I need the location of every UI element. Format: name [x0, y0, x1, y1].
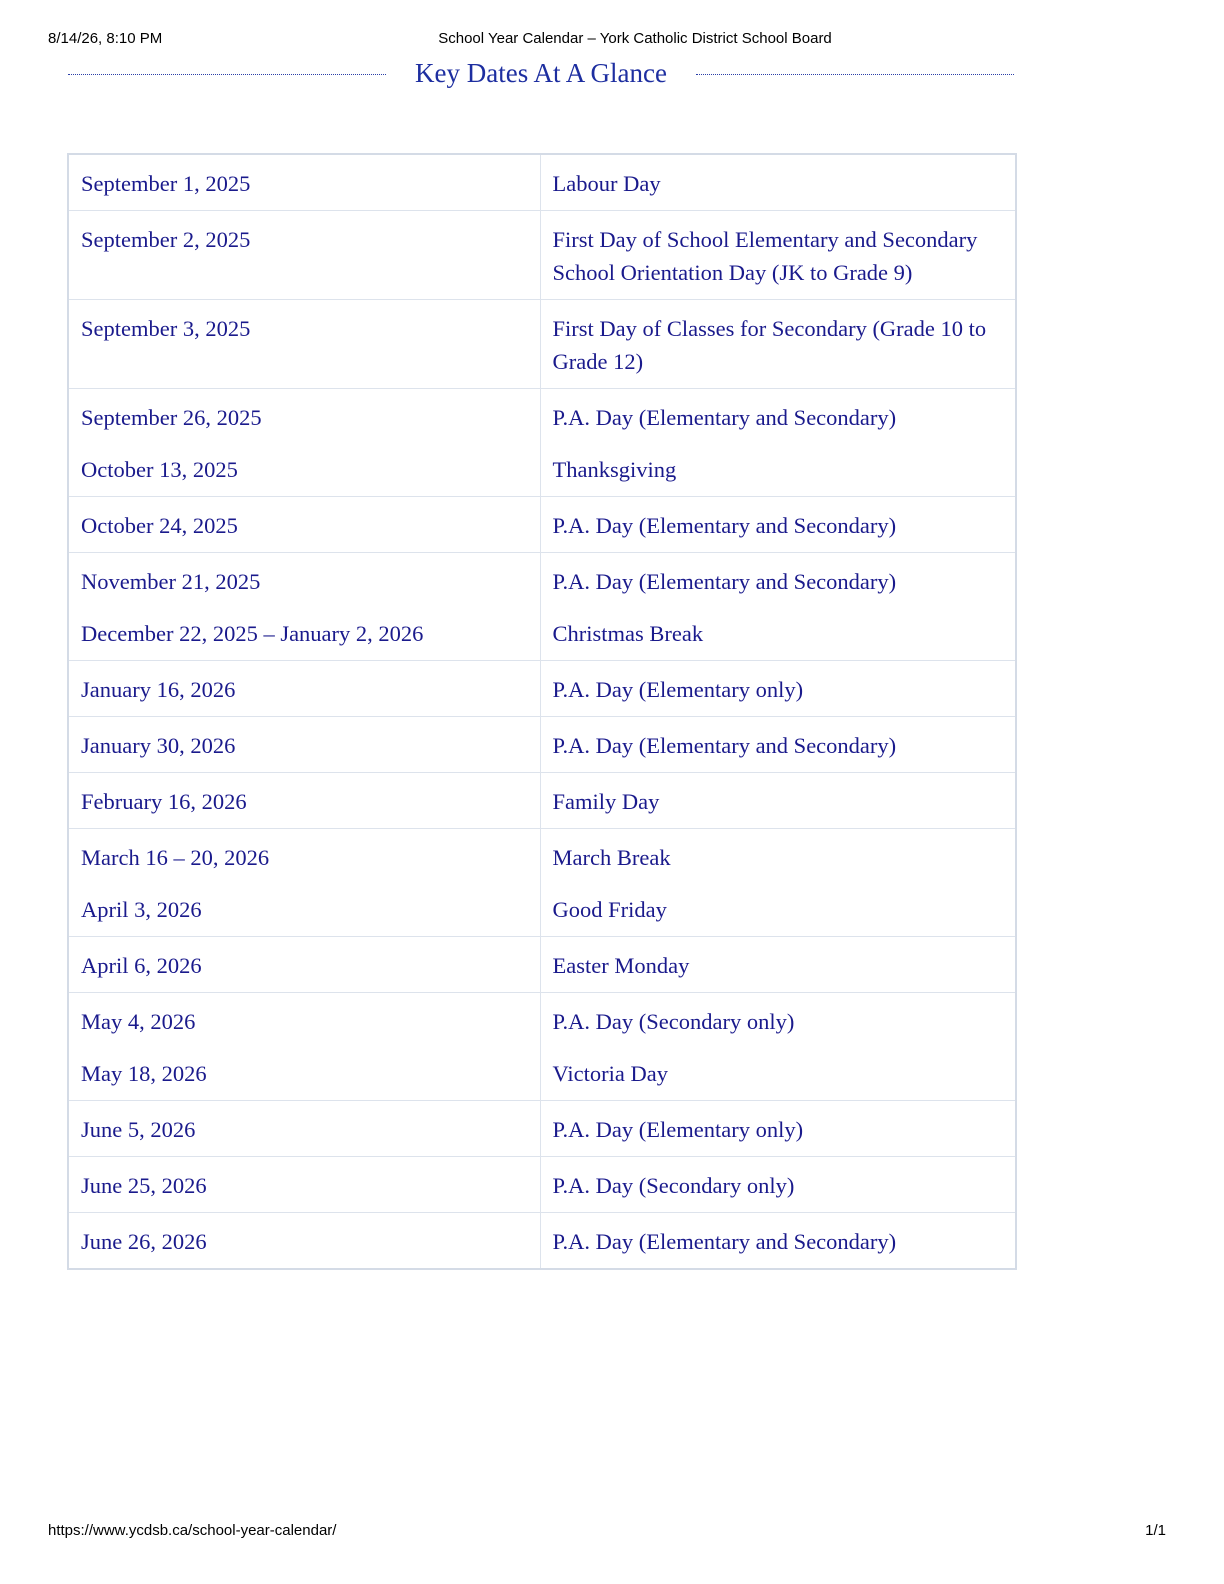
- date-cell: January 30, 2026: [68, 717, 540, 773]
- event-cell: First Day of School Elementary and Secondary School Orientation Day (JK to Grade 9): [540, 211, 1016, 300]
- page-title: Key Dates At A Glance: [415, 58, 667, 88]
- date-cell: October 24, 2025: [68, 497, 540, 553]
- date-cell: June 5, 2026: [68, 1101, 540, 1157]
- print-url: https://www.ycdsb.ca/school-year-calendar/: [48, 1522, 337, 1539]
- table-row: [68, 389, 1016, 445]
- event-cell: Thanksgiving: [540, 444, 1016, 497]
- event-cell: First Day of Classes for Secondary (Grade 10 to Grade 12): [540, 300, 1016, 389]
- table-row: [68, 884, 1016, 937]
- event-cell: Christmas Break: [540, 608, 1016, 661]
- table-row: [68, 937, 1016, 993]
- table-row: [68, 497, 1016, 553]
- date-cell: September 1, 2025: [81, 171, 251, 196]
- title-divider-left: [68, 74, 386, 75]
- event-cell: P.A. Day (Secondary only): [540, 993, 1016, 1049]
- table-row: [68, 553, 1016, 609]
- date-cell: February 16, 2026: [68, 773, 540, 829]
- event-cell: P.A. Day (Elementary and Secondary): [540, 1213, 1016, 1270]
- event-cell: P.A. Day (Elementary and Secondary): [540, 389, 1016, 445]
- date-cell: January 16, 2026: [68, 661, 540, 717]
- table-row: [68, 1157, 1016, 1213]
- date-cell: May 4, 2026: [68, 993, 540, 1049]
- table-row: [68, 993, 1016, 1049]
- event-cell: Labour Day: [540, 154, 1016, 211]
- title-divider-right: [696, 74, 1014, 75]
- event-cell: P.A. Day (Elementary and Secondary): [540, 497, 1016, 553]
- table-row: [68, 661, 1016, 717]
- table-row: [68, 717, 1016, 773]
- event-cell: P.A. Day (Secondary only): [540, 1157, 1016, 1213]
- date-cell: May 18, 2026: [81, 1061, 207, 1086]
- event-cell: Family Day: [540, 773, 1016, 829]
- event-cell: March Break: [540, 829, 1016, 885]
- print-doc-title: School Year Calendar – York Catholic District School Board: [438, 30, 832, 47]
- date-cell: September 3, 2025: [68, 300, 540, 389]
- section-title: [68, 56, 1014, 92]
- table-row: [68, 1048, 1016, 1101]
- print-footer: [48, 1522, 1166, 1542]
- table-row: [68, 300, 1016, 389]
- event-cell: P.A. Day (Elementary and Secondary): [540, 553, 1016, 609]
- date-cell: December 22, 2025 – January 2, 2026: [81, 621, 424, 646]
- date-cell: April 6, 2026: [68, 937, 540, 993]
- date-cell: September 2, 2025: [68, 211, 540, 300]
- table-row: [68, 444, 1016, 497]
- date-cell: November 21, 2025: [68, 553, 540, 609]
- table-row: [68, 1213, 1016, 1270]
- date-cell: June 26, 2026: [68, 1213, 540, 1270]
- event-cell: Good Friday: [540, 884, 1016, 937]
- page-number: 1/1: [1145, 1522, 1166, 1539]
- event-cell: P.A. Day (Elementary only): [540, 661, 1016, 717]
- print-datetime: 8/14/26, 8:10 PM: [48, 30, 163, 47]
- event-cell: Easter Monday: [540, 937, 1016, 993]
- table-row: [68, 773, 1016, 829]
- event-cell: P.A. Day (Elementary and Secondary): [540, 717, 1016, 773]
- key-dates-table: [67, 153, 1017, 1270]
- date-cell: September 26, 2025: [68, 389, 540, 445]
- event-cell: Victoria Day: [540, 1048, 1016, 1101]
- date-cell: October 13, 2025: [81, 457, 238, 482]
- table-row: [68, 608, 1016, 661]
- table-row: [68, 1101, 1016, 1157]
- table-row: [68, 211, 1016, 300]
- date-cell: March 16 – 20, 2026: [68, 829, 540, 885]
- table-row: [68, 829, 1016, 885]
- date-cell: April 3, 2026: [81, 897, 202, 922]
- date-cell: June 25, 2026: [68, 1157, 540, 1213]
- table-row: [68, 154, 1016, 211]
- event-cell: P.A. Day (Elementary only): [540, 1101, 1016, 1157]
- print-header: [48, 30, 1176, 50]
